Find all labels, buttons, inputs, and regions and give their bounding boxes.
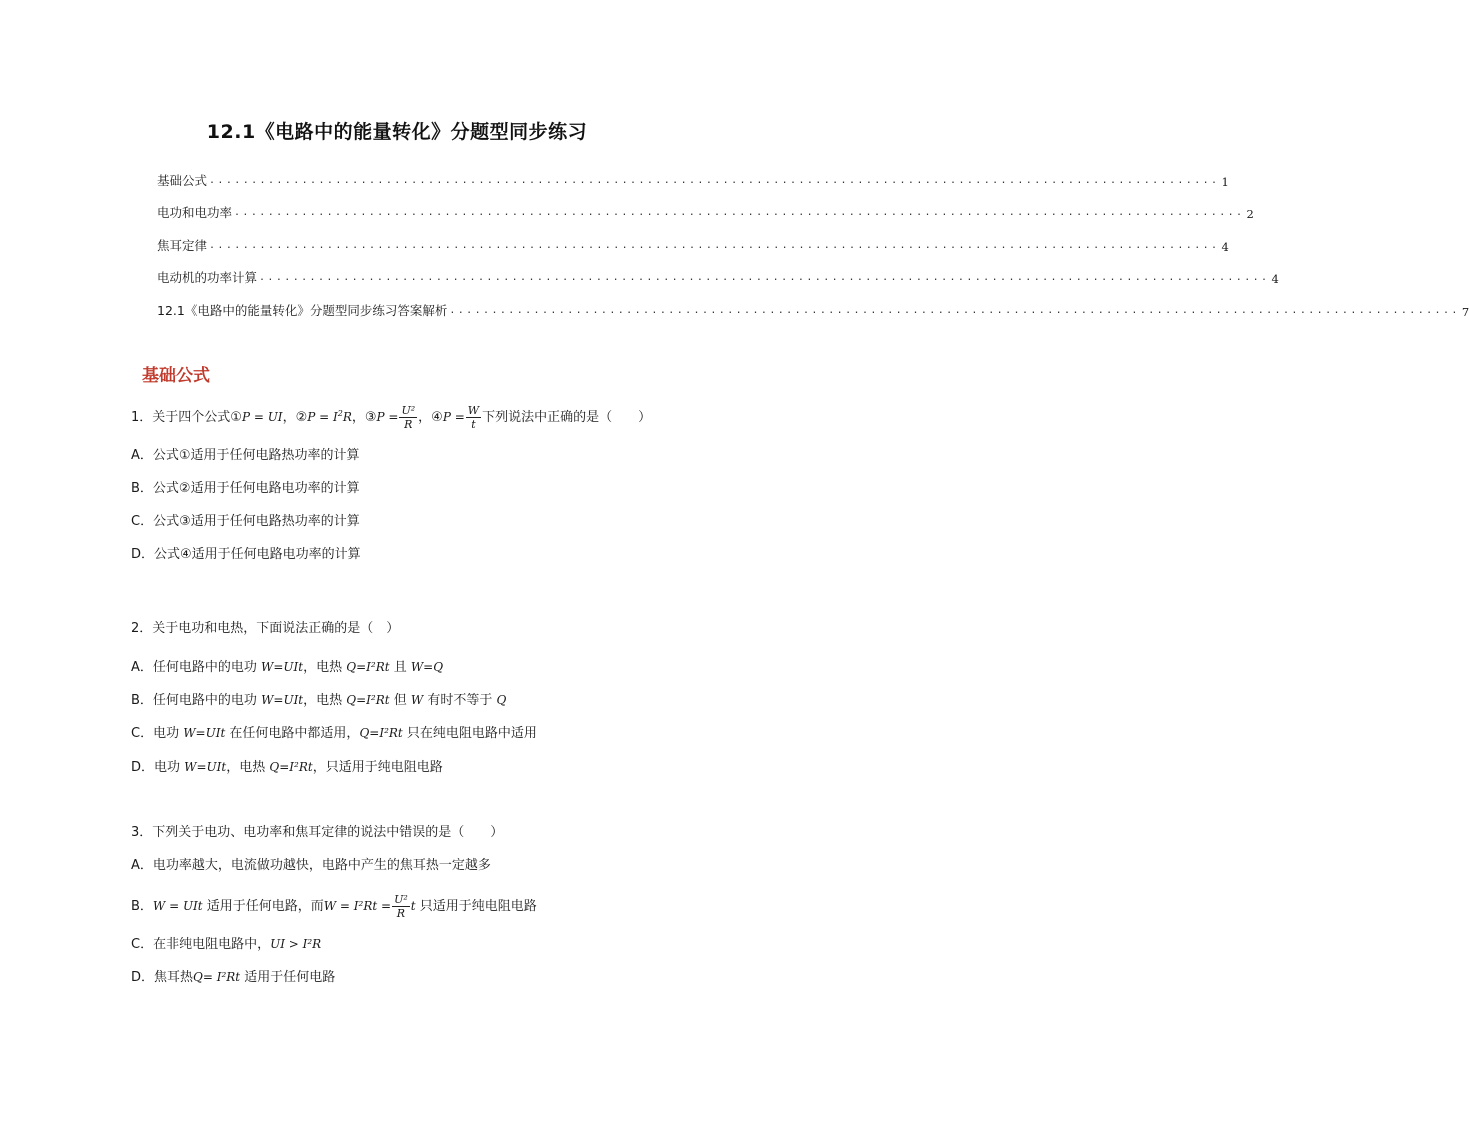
q2-b-formula: Q=I²Rt <box>346 693 390 707</box>
q1-prefix: 1．关于四个公式① <box>131 410 242 425</box>
q1-formula-4-lhs: P = <box>442 410 465 424</box>
toc-leader-dots: ........................................................................................................................ <box>209 239 1220 251</box>
q3-b-fraction <box>392 893 410 920</box>
q3-b-text: B． <box>131 899 153 914</box>
q1-formula-3-fraction <box>399 404 417 431</box>
toc-item-label: 电动机的功率计算 <box>157 270 258 286</box>
toc-leader-dots: ........................................................................................................................ <box>209 174 1220 186</box>
q3-d-text: D．焦耳热 <box>131 970 194 985</box>
q3-b-formula: t <box>410 899 416 913</box>
toc-item[interactable] <box>157 156 1229 189</box>
q2-a-formula: Q=I²Rt <box>346 660 390 674</box>
fraction-denominator: t <box>471 418 476 431</box>
q2-d-text: D．电功 <box>131 760 185 775</box>
q1-sep: ，④ <box>418 410 443 425</box>
q3-c-text: C．在非纯电阻电路中， <box>131 937 271 952</box>
q1-formula-4-fraction <box>466 404 481 431</box>
q3-d-text: 适用于任何电路 <box>240 970 336 985</box>
q1-formula-3-lhs: P = <box>376 410 399 424</box>
q2-d-formula: Q=I²Rt <box>269 760 313 774</box>
q1-option-d[interactable]: D．公式④适用于任何电路电功率的计算 <box>131 547 361 562</box>
q1-formula-1: P = UI <box>241 410 283 424</box>
toc-leader-dots: ........................................................................................................................ <box>234 207 1245 219</box>
toc-item-page: 4 <box>1271 272 1279 287</box>
q3-b-formula: W = I²Rt = <box>323 899 392 913</box>
q2-d-text: ，只适用于纯电阻电路 <box>312 760 443 775</box>
fraction-numerator: W <box>467 404 480 417</box>
q1-sep: ，③ <box>351 410 377 425</box>
q2-b-text: ，电热 <box>303 693 347 708</box>
q1-sep: ，② <box>282 410 308 425</box>
toc-item-label: 基础公式 <box>157 172 208 188</box>
q2-c-text: 只在纯电阻电路中适用 <box>402 726 537 741</box>
q1-formula-2-c: R <box>342 410 352 424</box>
toc-item-label: 12.1《电路中的能量转化》分题型同步练习答案解析 <box>157 302 448 318</box>
toc-leader-dots: ........................................................................................................................ <box>259 272 1270 284</box>
toc-leader-dots: ........................................................................................................................ <box>449 304 1460 316</box>
fraction-numerator: U² <box>394 893 408 906</box>
q2-c-text: 在任何电路中都适用， <box>225 726 360 741</box>
q2-a-text: 且 <box>389 660 411 675</box>
table-of-contents <box>157 156 1469 319</box>
q3-option-d[interactable] <box>131 967 335 988</box>
q2-a-formula: W=Q <box>410 660 444 674</box>
q3-option-c[interactable] <box>131 934 321 955</box>
q2-option-b[interactable] <box>131 690 506 711</box>
toc-item[interactable] <box>157 254 1279 287</box>
toc-item[interactable] <box>157 189 1254 222</box>
q3-b-text: 适用于任何电路，而 <box>202 899 324 914</box>
q2-b-formula: Q <box>496 693 507 707</box>
question-2-stem: 2．关于电功和电热，下面说法正确的是（ ） <box>131 621 400 636</box>
q2-c-formula: Q=I²Rt <box>359 726 403 740</box>
q1-suffix: 下列说法中正确的是（ ） <box>482 410 652 425</box>
q2-b-text: 但 <box>389 693 411 708</box>
toc-item-page: 1 <box>1221 174 1229 189</box>
document-title: 12.1《电路中的能量转化》分题型同步练习 <box>206 121 588 143</box>
q2-d-text: ，电热 <box>226 760 270 775</box>
q3-option-b[interactable] <box>131 893 537 920</box>
toc-item-page: 2 <box>1246 207 1254 222</box>
q3-option-a[interactable]: A．电功率越大，电流做功越快，电路中产生的焦耳热一定越多 <box>131 858 491 873</box>
toc-item-label: 焦耳定律 <box>157 237 208 253</box>
q1-formula-2-a: P = I <box>307 410 338 424</box>
q3-b-text: 只适用于纯电阻电路 <box>415 899 537 914</box>
q2-b-formula: W=UIt <box>261 693 304 707</box>
fraction-denominator: R <box>404 418 413 431</box>
q2-c-text: C．电功 <box>131 726 184 741</box>
q2-d-formula: W=UIt <box>184 760 227 774</box>
q2-option-d[interactable] <box>131 757 443 778</box>
toc-item[interactable] <box>157 286 1469 319</box>
q2-b-text: B．任何电路中的电功 <box>131 693 262 708</box>
q1-option-c[interactable]: C．公式③适用于任何电路热功率的计算 <box>131 514 360 529</box>
q1-option-a[interactable]: A．公式①适用于任何电路热功率的计算 <box>131 448 360 463</box>
q3-b-formula: W = UIt <box>152 899 203 913</box>
question-1-stem <box>131 404 651 431</box>
q2-a-text: A．任何电路中的电功 <box>131 660 262 675</box>
fraction-denominator: R <box>396 907 406 920</box>
q2-a-text: ，电热 <box>303 660 347 675</box>
toc-item-page: 7 <box>1461 304 1469 319</box>
toc-item-page: 4 <box>1221 239 1229 254</box>
q3-d-formula: Q= I²Rt <box>193 970 241 984</box>
q3-c-formula: UI > I²R <box>270 937 322 951</box>
q1-formula-2-exp: 2 <box>337 409 343 418</box>
section-heading: 基础公式 <box>142 366 210 386</box>
q2-b-text: 有时不等于 <box>423 693 497 708</box>
fraction-numerator: U² <box>401 404 416 417</box>
q2-option-a[interactable] <box>131 657 443 678</box>
q1-option-b[interactable]: B．公式②适用于任何电路电功率的计算 <box>131 481 360 496</box>
q2-c-formula: W=UIt <box>183 726 226 740</box>
q1-formula-2 <box>307 410 352 424</box>
toc-item-label: 电功和电功率 <box>157 205 233 221</box>
q2-b-formula: W <box>410 693 424 707</box>
toc-item[interactable] <box>157 221 1229 254</box>
q2-a-formula: W=UIt <box>261 660 304 674</box>
question-3-stem: 3．下列关于电功、电功率和焦耳定律的说法中错误的是（ ） <box>131 825 504 840</box>
q2-option-c[interactable] <box>131 723 537 744</box>
